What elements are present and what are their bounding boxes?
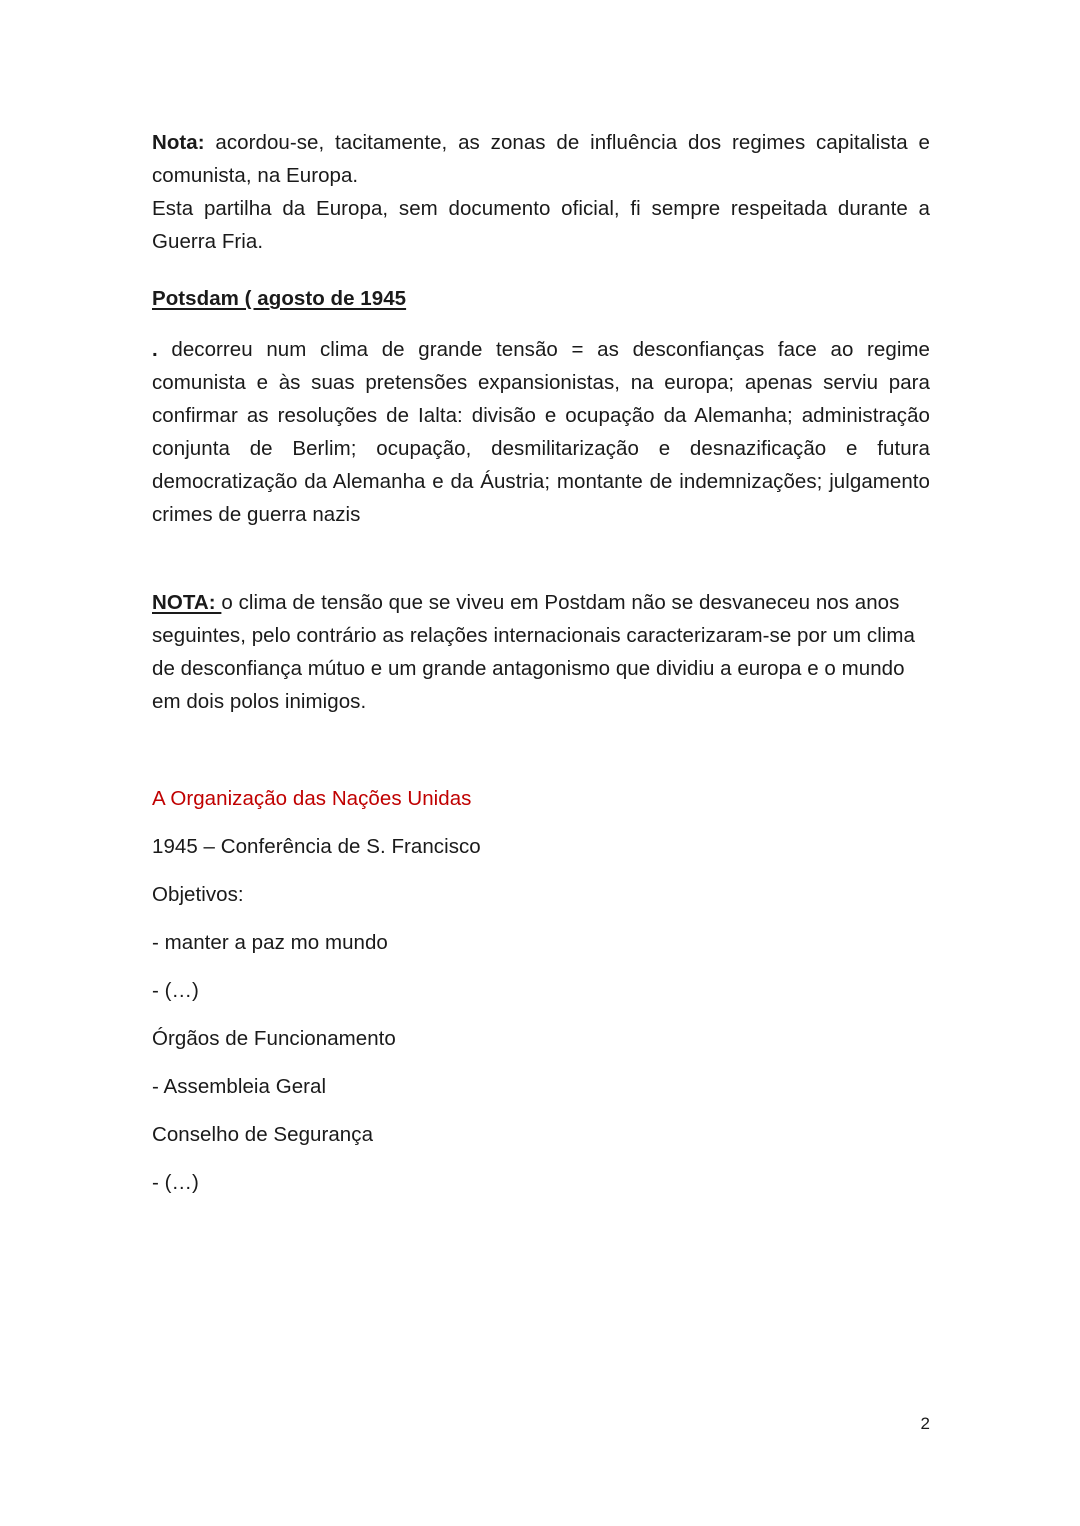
potsdam-body-text: decorreu num clima de grande tensão = as desconfianças face ao regime comunista e às suas pretensões expansionistas, na europa; apenas serviu para confirmar as resoluções de Ialta: divisão e ocupação da Alemanha; administração conjunta de Berlim; ocupação, desmilitarização e desnazificação e futura democratização da Alemanha e da Áustria; montante de indemnizações; julgamento crimes de guerra nazis xyxy=(152,338,930,526)
nota-final-label: NOTA: xyxy=(152,591,222,614)
heading-onu: A Organização das Nações Unidas xyxy=(152,787,472,810)
nota-label: Nota: xyxy=(152,131,205,154)
onu-line: Conselho de Segurança xyxy=(152,1123,374,1146)
paragraph-nota-intro xyxy=(152,126,930,192)
nota-intro-body: acordou-se, tacitamente, as zonas de influência dos regimes capitalista e comunista, na Europa. xyxy=(152,131,930,187)
nota-final-body: o clima de tensão que se viveu em Postdam não se desvaneceu nos anos seguintes, pelo contrário as relações internacionais caracterizaram-se por um clima de desconfiança mútuo e um grande antagonismo que dividiu a europa e o mundo em dois polos inimigos. xyxy=(152,591,915,713)
onu-line: - (…) xyxy=(152,979,199,1002)
paragraph-potsdam-body xyxy=(152,333,930,531)
page-number: 2 xyxy=(920,1414,930,1433)
paragraph-nota-final xyxy=(152,586,930,718)
heading-potsdam-text: Potsdam ( agosto de 1945 xyxy=(152,287,407,310)
onu-line: Objetivos: xyxy=(152,883,244,906)
potsdam-bullet-mark: . xyxy=(152,338,158,361)
paragraph-nota-intro-line2: Esta partilha da Europa, sem documento oficial, fi sempre respeitada durante a Guerra Fria. xyxy=(152,197,930,253)
onu-line: - Assembleia Geral xyxy=(152,1075,327,1098)
onu-line: - (…) xyxy=(152,1171,199,1194)
document-body xyxy=(152,126,930,1199)
onu-line: 1945 – Conferência de S. Francisco xyxy=(152,835,481,858)
onu-line: - manter a paz mo mundo xyxy=(152,931,388,954)
heading-potsdam xyxy=(152,282,930,315)
onu-line: Órgãos de Funcionamento xyxy=(152,1027,396,1050)
